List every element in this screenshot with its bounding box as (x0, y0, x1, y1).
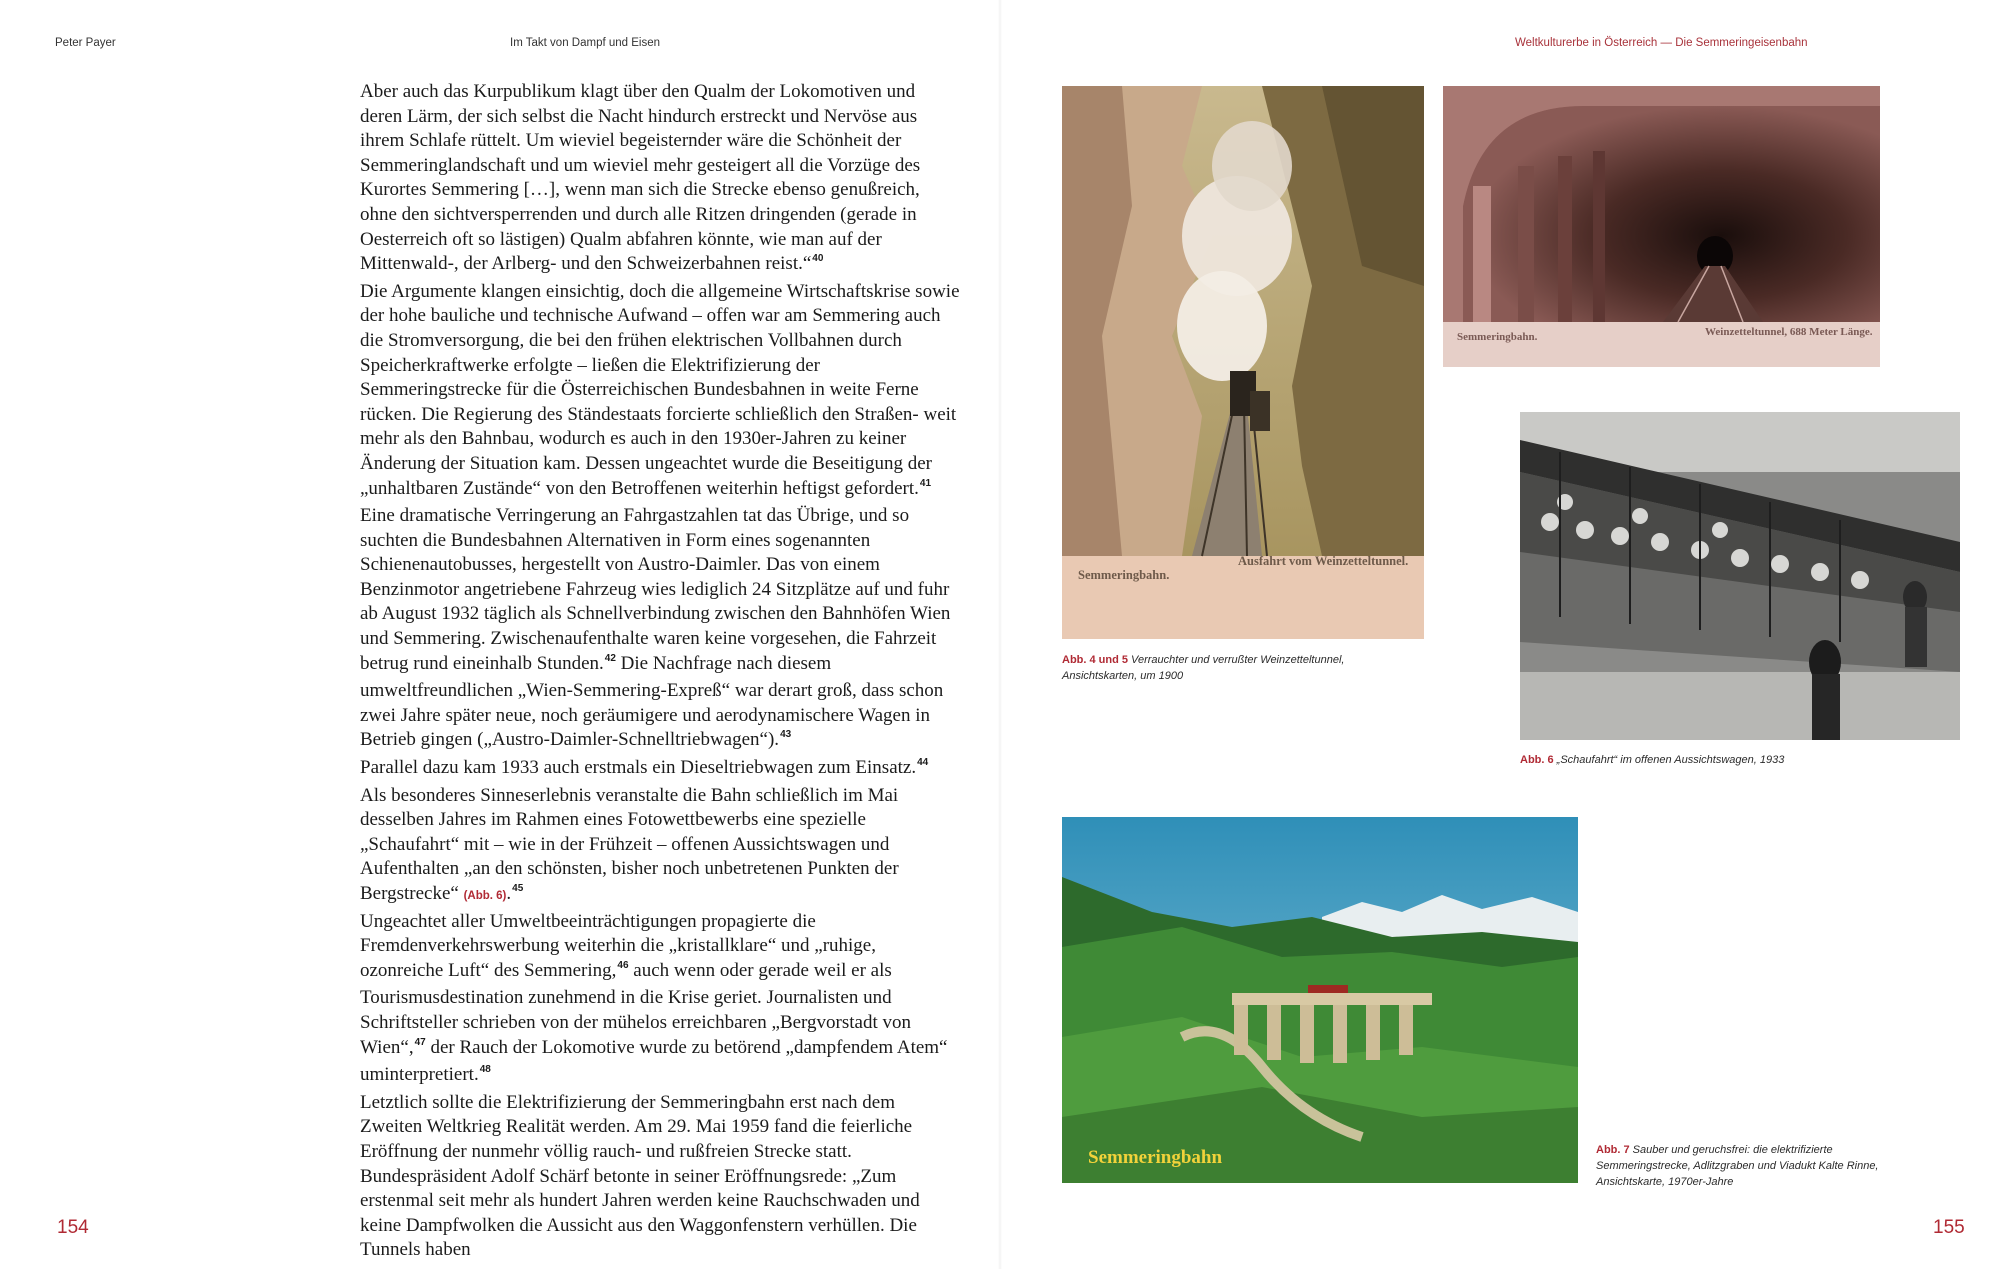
footnote-marker[interactable]: 41 (919, 477, 932, 489)
footnote-marker[interactable]: 45 (512, 883, 524, 894)
photo-observation-car (1520, 412, 1960, 740)
paragraph-text: Ungeachtet aller Umweltbeeinträchtigungen propagierte die Fremdenverkehrswerbung weiterhin die „kristallklare“ und „ruhige, ozonreiche Luft“ des Semmering, (360, 910, 876, 981)
paragraph-text: Eine dramatische Verringerung an Fahrgastzahlen tat das Übrige, und so suchten die Bundesbahnen Alternativen in Form eines sogenannten Schienenautobusses, hergestellt von Austro-Daimler. Das von einem Benzinmotor angetriebene Fahrzeug wies lediglich 24 Sitzplätze auf und fuhr ab August 1932 täglich als Schnellverbindung zwischen den Bahnhöfen Wien und Semmering. Zwischenaufenthalte waren keine vorgesehen, die Fahrzeit betrug rund eineinhalb Stunden. (360, 505, 951, 674)
running-header-author: Peter Payer (55, 37, 116, 49)
caption-fig-4-5 (1062, 652, 1392, 684)
gutter (998, 0, 1002, 1269)
caption-fig-6 (1520, 752, 1960, 768)
running-header-title: Im Takt von Dampf und Eisen (510, 37, 660, 49)
paragraph (360, 1091, 960, 1263)
photo-steam-train (1062, 86, 1424, 639)
running-header-right: Weltkulturerbe in Österreich — Die Semmeringeisenbahn (1515, 37, 1808, 49)
photo-tunnel (1443, 86, 1880, 367)
paragraph-text: der Rauch der Lokomotive wurde zu betörend „dampfendem Atem“ uminterpretiert. (360, 1036, 948, 1086)
paragraph (360, 910, 960, 1091)
body-text (360, 80, 960, 1263)
paragraph-text: Die Nachfrage nach diesem umweltfreundlichen „Wien-Semmering-Expreß“ war derart groß, dass schon zwei Jahre später neue, noch geräumigere und aerodynamischere Wagen in Betrieb gingen („Austro-Daimler-Schnelltriebwagen“). (360, 652, 944, 751)
paragraph-text: . (506, 883, 512, 904)
page-number-left: 154 (57, 1217, 89, 1238)
paragraph-text: Die Argumente klangen einsichtig, doch die allgemeine Wirtschaftskrise sowie der hohe bauliche und technische Aufwand – offen war am Semmering auch die Stromversorgung, die bei den frühen elektrischen Vollbahnen durch Speicherkraftwerke erfolgte – ließen die Elektrifizierung der Semmeringstrecke für die Österreichischen Bundesbahnen in weite Ferne rücken. Die Regierung des Ständestaats forcierte schließlich den Straßen- weit mehr als den Bahnbau, wodurch es auch in den 1930er-Jahren zu keiner Änderung der Situation kam. Dessen ungeachtet wurde die Beseitigung der „unhaltbaren Zustände“ von den Betroffenen weiterhin heftigst gefordert. (360, 280, 960, 499)
photo-viaduct (1062, 817, 1578, 1183)
caption-text: Sauber und geruchsfrei: die elektrifizierte Semmeringstrecke, Adlitzgraben und Viadukt Kalte Rinne, Ansichtskarte, 1970er-Jahre (1596, 1144, 1879, 1188)
card-label-left: Semmeringbahn. (1457, 331, 1538, 343)
card-label-left: Semmeringbahn. (1078, 568, 1170, 582)
caption-label: Abb. 7 (1596, 1144, 1630, 1156)
caption-fig-7 (1596, 1142, 1896, 1190)
paragraph-text: Als besonderes Sinneserlebnis veranstalte die Bahn schließlich im Mai desselben Jahres im Rahmen eines Fotowettbewerbs eine spezielle „Schaufahrt“ mit – wie in der Frühzeit – offenen Aussichtswagen und Aufenthalten „an den schönsten, bisher noch unbetretenen Punkten der Bergstrecke“ (360, 784, 899, 904)
paragraph (360, 756, 960, 784)
paragraph (360, 504, 960, 756)
page-number-right: 155 (1933, 1217, 1965, 1238)
paragraph (360, 784, 960, 910)
footnote-marker[interactable]: 46 (617, 959, 629, 971)
footnote-marker[interactable]: 47 (414, 1036, 426, 1048)
paragraph-text: Parallel dazu kam 1933 auch erstmals ein Dieseltriebwagen zum Einsatz. (360, 757, 917, 779)
card-label-right: Ausfahrt vom Weinzetteltunnel. (1238, 554, 1409, 568)
caption-text: „Schaufahrt“ im offenen Aussichtswagen, 1933 (1553, 754, 1785, 766)
paragraph-text: auch wenn oder gerade weil er als Tourismusdestination zunehmend in die Krise geriet. Journalisten und Schriftsteller schrieben von der mühelos erreichbaren „Bergvorstadt von Wien“, (360, 959, 911, 1058)
footnote-marker[interactable]: 48 (479, 1064, 491, 1076)
paragraph-text: Letztlich sollte die Elektrifizierung der Semmeringbahn erst nach dem Zweiten Weltkrieg Realität werden. Am 29. Mai 1959 fand die feierliche Eröffnung der nunmehr völlig rauch- und rußfreien Strecke statt. Bundespräsident Adolf Schärf betonte in seiner Eröffnungsrede: „Zum erstenmal seit mehr als hundert Jahren werden keine Rauchschwaden und keine Dampfwolken die Aussicht aus den Waggonfenstern verhüllen. Die Tunnels haben (360, 1091, 920, 1261)
footnote-marker[interactable]: 43 (780, 729, 792, 741)
footnote-marker[interactable]: 40 (812, 253, 824, 265)
footnote-marker[interactable]: 44 (917, 757, 929, 769)
paragraph (360, 80, 960, 280)
caption-text: Verrauchter und verrußter Weinzetteltunnel, Ansichtskarten, um 1900 (1062, 654, 1345, 682)
caption-label: Abb. 6 (1520, 754, 1554, 766)
caption-label: Abb. 4 und 5 (1062, 654, 1128, 666)
paragraph (360, 280, 960, 504)
figure-reference-link[interactable]: (Abb. 6) (463, 890, 507, 902)
card-label: Semmeringbahn (1088, 1147, 1223, 1168)
footnote-marker[interactable]: 42 (604, 652, 616, 664)
card-label-right: Weinzetteltunnel, 688 Meter Länge. (1705, 326, 1873, 338)
paragraph-text: Aber auch das Kurpublikum klagt über den Qualm der Lokomotiven und deren Lärm, der sich selbst die Nacht hindurch erstreckt und Nervöse aus ihrem Schlafe rüttelt. Um wieviel begeisternder wäre die Schönheit der Semmeringlandschaft und um wieviel mehr gesteigert all die Vorzüge des Kurortes Semmering […], wenn man sich die Strecke ebenso genußreich, ohne den sichtversperrenden und durch alle Ritzen dringenden (gerade in Oesterreich oft so lästigen) Qualm abfahren könnte, wie man auf der Mittenwald-, der Arlberg- und den Schweizerbahnen reist.“ (360, 81, 921, 275)
